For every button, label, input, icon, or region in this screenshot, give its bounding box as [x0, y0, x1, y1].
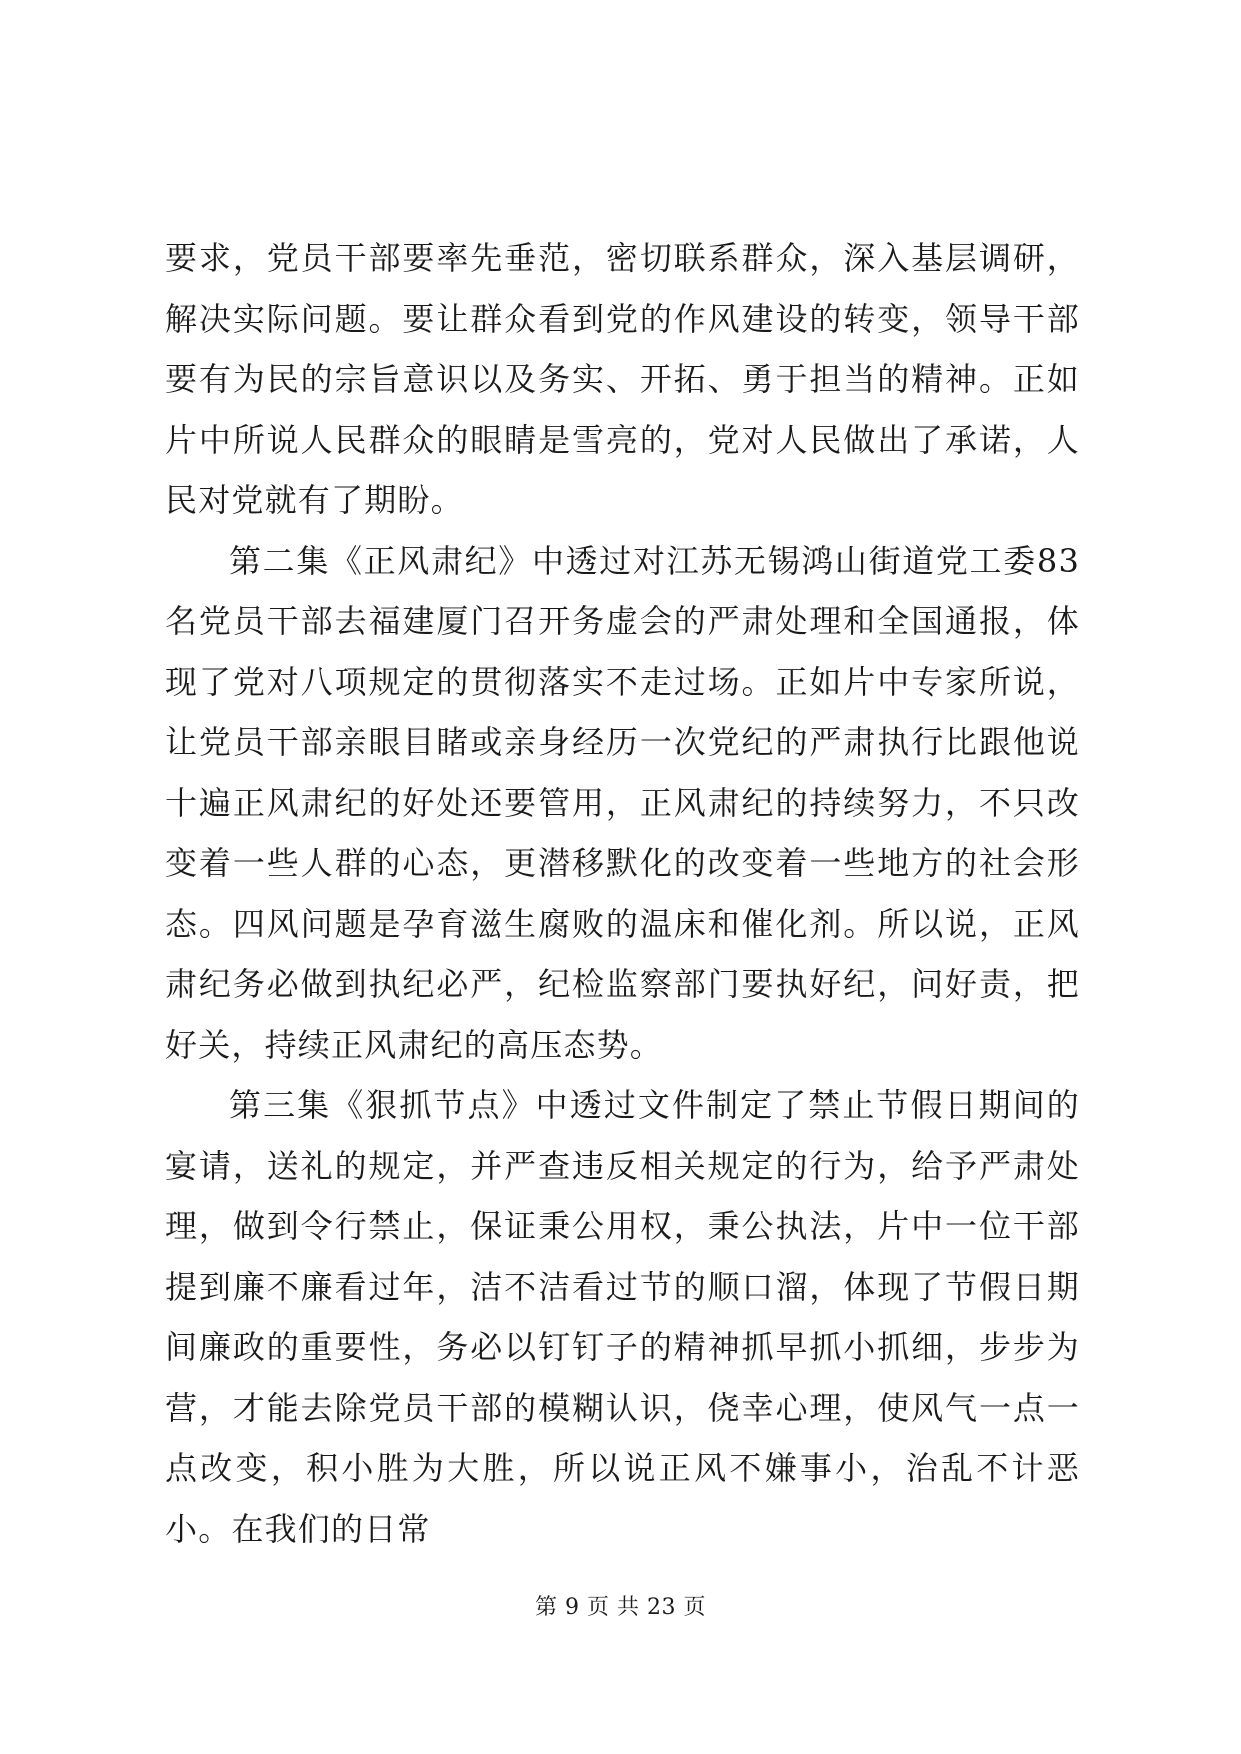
document-body [165, 228, 1080, 1559]
page-number-footer: 第 9 页 共 23 页 [535, 1595, 706, 1620]
paragraph-1: 要求，党员干部要率先垂范，密切联系群众，深入基层调研，解决实际问题。要让群众看到党的作风建设的转变，领导干部要有为民的宗旨意识以及务实、开拓、勇于担当的精神。正如片中所说人民群众的眼睛是雪亮的，党对人民做出了承诺，人民对党就有了期盼。 [165, 239, 1080, 519]
paragraph-2: 第二集《正风肃纪》中透过对江苏无锡鸿山街道党工委83名党员干部去福建厦门召开务虚会的严肃处理和全国通报，体现了党对八项规定的贯彻落实不走过场。正如片中专家所说，让党员干部亲眼目睹或亲身经历一次党纪的严肃执行比跟他说十遍正风肃纪的好处还要管用，正风肃纪的持续努力，不只改变着一些人群的心态，更潜移默化的改变着一些地方的社会形态。四风问题是孕育滋生腐败的温床和催化剂。所以说，正风肃纪务必做到执纪必严，纪检监察部门要执好纪，问好责，把好关，持续正风肃纪的高压态势。 [165, 541, 1080, 1064]
paragraph-3: 第三集《狠抓节点》中透过文件制定了禁止节假日期间的宴请，送礼的规定，并严查违反相关规定的行为，给予严肃处理，做到令行禁止，保证秉公用权，秉公执法，片中一位干部提到廉不廉看过年，洁不洁看过节的顺口溜，体现了节假日期间廉政的重要性，务必以钉钉子的精神抓早抓小抓细，步步为营，才能去除党员干部的模糊认识，侥幸心理，使风气一点一点改变，积小胜为大胜，所以说正风不嫌事小，治乱不计恶小。在我们的日常 [165, 1086, 1080, 1548]
